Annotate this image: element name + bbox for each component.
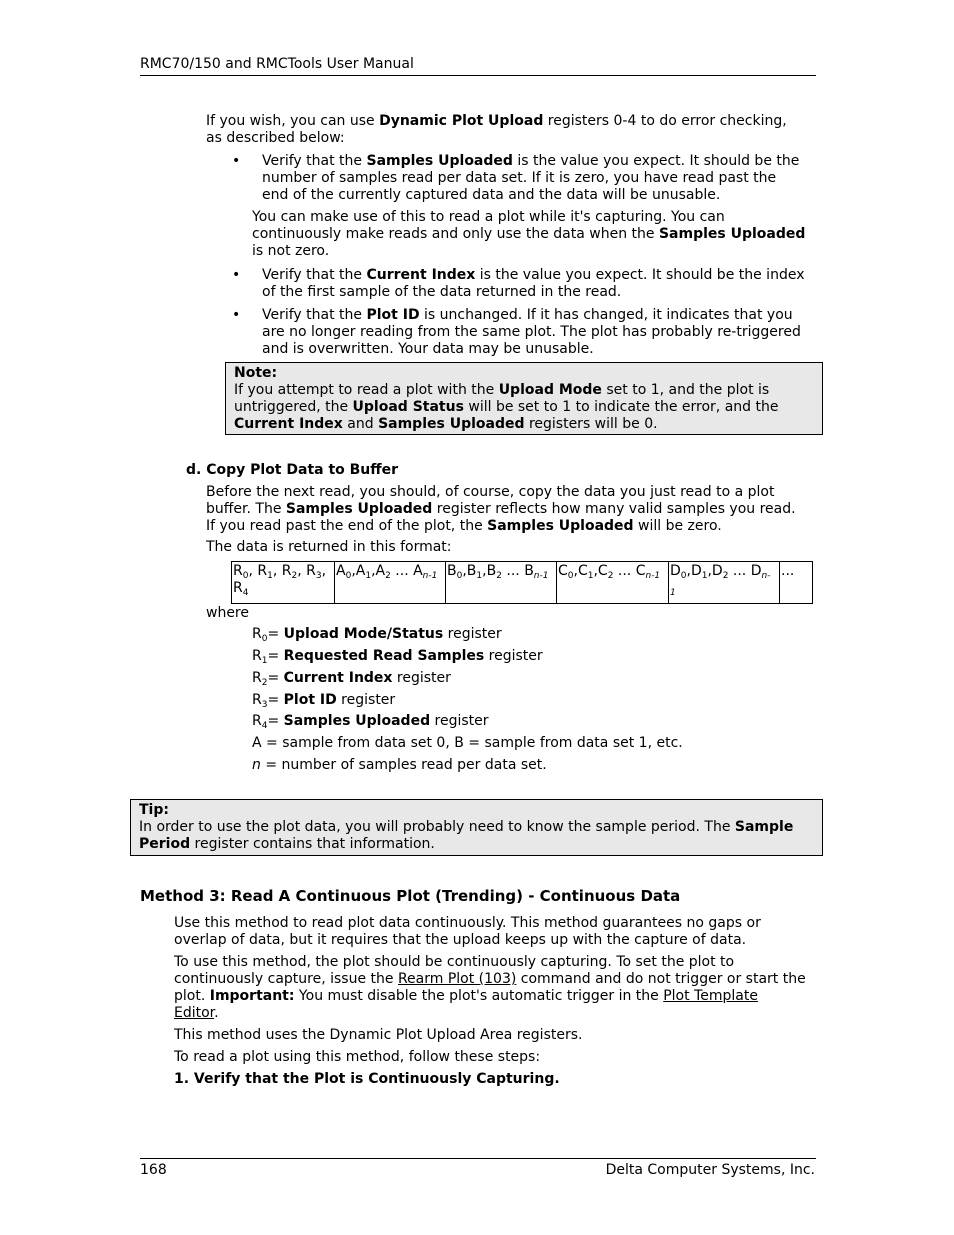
tip-box <box>130 799 823 856</box>
method-3-p2-line-4: Editor. <box>174 1005 219 1021</box>
where-label: where <box>206 605 249 621</box>
tip-label: Tip: <box>139 802 169 818</box>
bullet-1-line-3: end of the currently captured data and the data will be unusable. <box>262 187 721 203</box>
format-cell-c: $C_0,C_1,C_2$ ... $C_{n-1}$ <box>557 562 669 604</box>
format-cell-more: ... <box>780 562 813 604</box>
bullet-1-line-2: number of samples read per data set. If it is zero, you have read past the <box>262 170 777 186</box>
intro-line-1: If you wish, you can use Dynamic Plot Upload registers 0-4 to do error checking, <box>206 113 787 129</box>
section-d-heading: d. Copy Plot Data to Buffer <box>186 462 399 478</box>
register-def-3: $R_3=$ Plot ID register <box>252 692 396 710</box>
method-3-p1-line-1: Use this method to read plot data continuously. This method guarantees no gaps or <box>174 915 761 931</box>
method-3-heading: Method 3: Read A Continuous Plot (Trending) - Continuous Data <box>140 887 681 905</box>
method-3-p1-line-2: overlap of data, but it requires that the upload keeps up with the capture of data. <box>174 932 747 948</box>
note-line-2: untriggered, the Upload Status will be set to 1 to indicate the error, and the <box>234 399 779 415</box>
register-def-1: $R_1=$ Requested Read Samples register <box>252 648 543 666</box>
register-def-2: $R_2=$ Current Index register <box>252 670 451 688</box>
format-cell-a: $A_0,A_1,A_2$ ... $A_{n-1}$ <box>335 562 446 604</box>
tip-line-1: In order to use the plot data, you will probably need to know the sample period. The Sample <box>139 819 794 835</box>
bullet-icon: • <box>232 153 241 169</box>
method-3-p2-line-3: plot. Important: You must disable the plot's automatic trigger in the Plot Template <box>174 988 758 1004</box>
running-header: RMC70/150 and RMCTools User Manual <box>140 56 414 72</box>
register-def-4: $R_4=$ Samples Uploaded register <box>252 713 489 731</box>
note-label: Note: <box>234 365 278 381</box>
footer-company: Delta Computer Systems, Inc. <box>605 1162 815 1178</box>
format-cell-d: $D_0,D_1,D_2$ ... $D_{n-}$ $_1$ <box>669 562 780 604</box>
section-d-line-1: Before the next read, you should, of course, copy the data you just read to a plot <box>206 484 775 500</box>
bullet-1-line-1: Verify that the Samples Uploaded is the value you expect. It should be the <box>262 153 800 169</box>
bullet-1-note-line-1: You can make use of this to read a plot while it's capturing. You can <box>252 209 725 225</box>
note-line-3: Current Index and Samples Uploaded registers will be 0. <box>234 416 658 432</box>
section-d-line-3: If you read past the end of the plot, the Samples Uploaded will be zero. <box>206 518 722 534</box>
bullet-2-line-2: of the first sample of the data returned in the read. <box>262 284 622 300</box>
bullet-3-line-2: are no longer reading from the same plot. The plot has probably re-triggered <box>262 324 801 340</box>
intro-line-2: as described below: <box>206 130 345 146</box>
rearm-plot-link[interactable]: Rearm Plot (103) <box>397 971 517 987</box>
method-3-p2-line-1: To use this method, the plot should be continuously capturing. To set the plot to <box>174 954 735 970</box>
bullet-1-note-line-3: is not zero. <box>252 243 330 259</box>
method-3-p3: This method uses the Dynamic Plot Upload Area registers. <box>174 1027 583 1043</box>
note-box <box>225 362 823 435</box>
bullet-3-line-3: and is overwritten. Your data may be unusable. <box>262 341 594 357</box>
footer-rule <box>140 1158 816 1159</box>
header-rule <box>140 75 816 76</box>
method-3-p2-line-2: continuously capture, issue the Rearm Plot (103) command and do not trigger or start the <box>174 971 806 987</box>
bullet-2-line-1: Verify that the Current Index is the value you expect. It should be the index <box>262 267 805 283</box>
section-d-line-2: buffer. The Samples Uploaded register reflects how many valid samples you read. <box>206 501 796 517</box>
method-3-p4: To read a plot using this method, follow these steps: <box>174 1049 541 1065</box>
bullet-1-note-line-2: continuously make reads and only use the data when the Samples Uploaded <box>252 226 806 242</box>
format-cell-registers: $R_0$, $R_1$, $R_2$, $R_3$, $R_4$ <box>232 562 335 604</box>
plot-template-editor-link[interactable]: Plot Template <box>663 988 758 1004</box>
method-3-step-1: 1. Verify that the Plot is Continuously Capturing. <box>174 1071 560 1087</box>
format-intro: The data is returned in this format: <box>206 539 452 555</box>
page-number: 168 <box>140 1162 167 1178</box>
bullet-icon: • <box>232 267 241 283</box>
ab-definition: A = sample from data set 0, B = sample from data set 1, etc. <box>252 735 683 751</box>
tip-line-2: Period register contains that information. <box>139 836 435 852</box>
n-definition: n = number of samples read per data set. <box>252 757 547 773</box>
data-format-table <box>231 561 813 604</box>
format-cell-b: $B_0,B_1,B_2$ ... $B_{n-1}$ <box>446 562 557 604</box>
table-row <box>232 562 813 604</box>
plot-template-editor-link-cont[interactable]: Editor <box>174 1005 215 1021</box>
bullet-icon: • <box>232 307 241 323</box>
note-line-1: If you attempt to read a plot with the Upload Mode set to 1, and the plot is <box>234 382 770 398</box>
register-def-0: $R_0=$ Upload Mode/Status register <box>252 626 502 644</box>
bullet-3-line-1: Verify that the Plot ID is unchanged. If it has changed, it indicates that you <box>262 307 793 323</box>
